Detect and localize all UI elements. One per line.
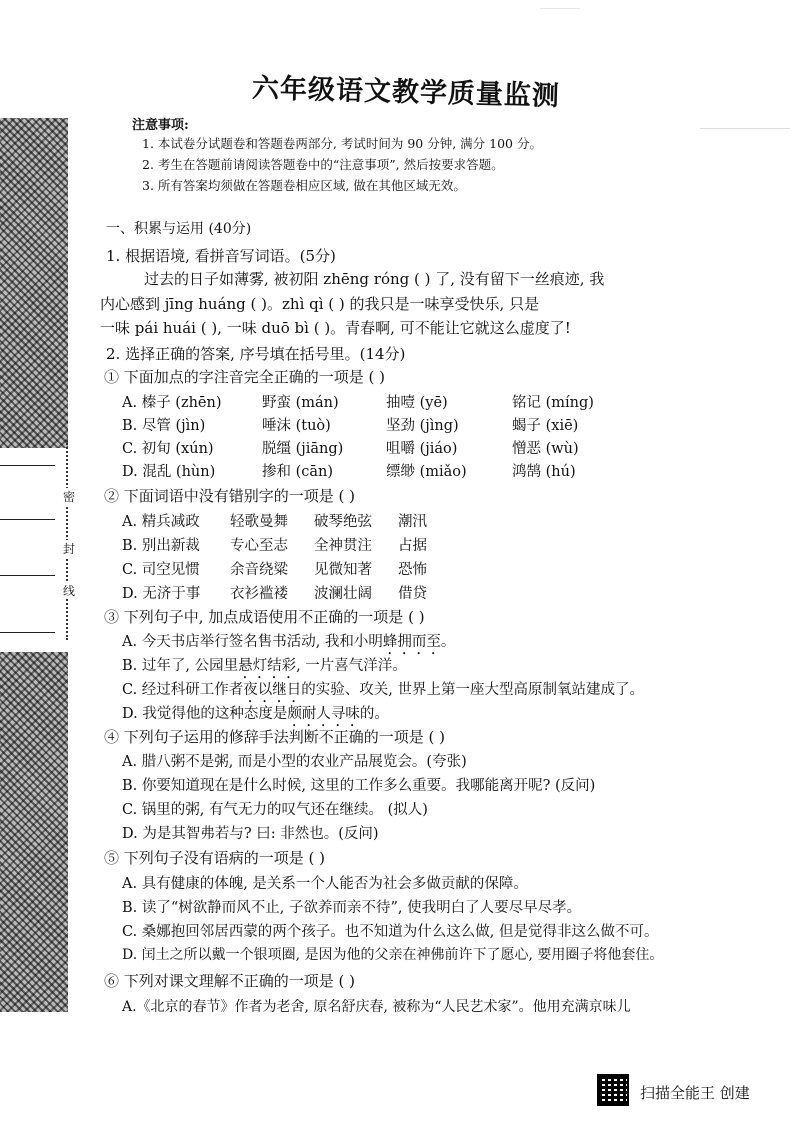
option-cell: 借贷	[398, 586, 427, 602]
emphasized-idiom: 颇耐人寻味	[287, 706, 360, 722]
option-cell: 全神贯注	[314, 538, 372, 554]
option-cell: 抽噎 (yē)	[386, 395, 448, 411]
binding-line	[0, 519, 55, 520]
seal-char: 密	[63, 490, 76, 504]
section-heading: 一、积累与运用 (40分)	[106, 221, 252, 237]
option-cell: 坚劲 (jìng)	[386, 418, 459, 434]
seal-char: 封	[63, 542, 76, 556]
option-cell: 轻歌曼舞	[230, 514, 288, 530]
option-cell: 衣衫褴褛	[230, 586, 288, 602]
notice-item: 3. 所有答案均须做在答题卷相应区域, 做在其他区域无效。	[142, 178, 466, 193]
option-cell: A. 榛子 (zhēn)	[122, 395, 222, 411]
option-cell: 铭记 (míng)	[512, 395, 594, 411]
option-cell: 鸿鹄 (hú)	[512, 464, 576, 480]
bleed-through-mark	[700, 128, 790, 129]
option-cell: A. 精兵减政	[122, 514, 200, 530]
option-cell: 见微知著	[314, 562, 372, 578]
question-stem: 1. 根据语境, 看拼音写词语。(5分)	[106, 247, 336, 265]
binding-line	[0, 465, 55, 466]
option-cell: 恐怖	[398, 562, 427, 578]
question-line: 过去的日子如薄雾, 被初阳 zhēng róng ( ) 了, 没有留下一丝痕迹, 我	[144, 270, 605, 288]
option-cell: B. 别出新裁	[122, 538, 200, 554]
subquestion-stem: ⑥ 下列对课文理解不正确的一项是 ( )	[104, 972, 356, 990]
option-sentence: A. 腊八粥不是粥, 而是小型的农业产品展览会。(夸张)	[122, 754, 467, 770]
option-text: 。	[440, 634, 456, 650]
question-line: 内心感到 jīng huáng ( )。zhì qì ( ) 的我只是一味享受快乐, 只是	[100, 295, 540, 313]
option-text: D. 我觉得他的这种态度是	[122, 706, 288, 722]
option-sentence: D. 为是其智弗若与? 曰: 非然也。(反问)	[122, 826, 379, 842]
option-cell: 余音绕粱	[230, 562, 288, 578]
option-cell: 波澜壮阔	[314, 586, 372, 602]
option-cell: 野蛮 (mán)	[262, 395, 339, 411]
option-cell: 潮汛	[398, 514, 427, 530]
notice-item: 1. 本试卷分试题卷和答题卷两部分, 考试时间为 90 分钟, 满分 100 分。	[142, 136, 542, 151]
option-text: A. 今天书店举行签名售书活动, 我和小明	[122, 634, 383, 650]
option-cell: 蝎子 (xiē)	[512, 418, 579, 434]
option-text: C. 经过科研工作者	[122, 682, 244, 698]
option-cell: 专心至志	[230, 538, 288, 554]
emphasized-idiom: 蜂拥而至	[382, 634, 441, 650]
subquestion-stem: ⑤ 下列句子没有语病的一项是 ( )	[104, 849, 326, 867]
page-title: 六年级语文教学质量监测	[251, 72, 561, 113]
option-sentence: C. 锅里的粥, 有气无力的叹气还在继续。 (拟人)	[122, 802, 428, 818]
option-sentence: B. 读了“树欲静而风不止, 子欲养而亲不待”, 使我明白了人要尽早尽孝。	[122, 900, 582, 916]
option-cell: 掺和 (cān)	[262, 464, 334, 480]
option-text: , 一片喜气洋洋。	[296, 658, 407, 674]
option-cell: D. 混乱 (hùn)	[122, 464, 216, 480]
subquestion-stem: ③ 下列句子中, 加点成语使用不正确的一项是 ( )	[104, 608, 425, 626]
option-text: B. 过年了, 公园里	[122, 658, 239, 674]
option-cell: 咀嚼 (jiáo)	[386, 441, 458, 457]
bleed-through-mark	[540, 8, 580, 9]
option-cell: 占据	[398, 538, 427, 554]
option-cell: 破琴绝弦	[314, 514, 372, 530]
binding-pattern-bottom	[0, 652, 68, 1012]
emphasized-idiom: 夜以继日	[243, 682, 302, 698]
option-sentence: A. 具有健康的体魄, 是关系一个人能否为社会多做贡献的保障。	[122, 876, 528, 892]
option-cell: D. 无济于事	[122, 586, 201, 602]
option-sentence: D. 闰土之所以戴一个银项圈, 是因为他的父亲在神佛前许下了愿心, 要用圈子将他套住。	[122, 947, 664, 963]
scanner-watermark: 扫描全能王 创建	[640, 1084, 750, 1102]
option-text: 的实验、攻关, 世界上第一座大型高原制氧站建成了。	[301, 682, 645, 698]
subquestion-stem: ① 下面加点的字注音完全正确的一项是 ( )	[104, 368, 386, 386]
option-cell: C. 初旬 (xún)	[122, 441, 214, 457]
option-cell: 缥缈 (miǎo)	[386, 464, 467, 480]
binding-pattern-top	[0, 118, 68, 448]
option-cell: 憎恶 (wù)	[512, 441, 579, 457]
option-cell: 唾沫 (tuò)	[262, 418, 331, 434]
option-sentence: B. 你要知道现在是什么时候, 这里的工作多么重要。我哪能离开呢? (反问)	[122, 778, 596, 794]
binding-line	[0, 632, 55, 633]
option-cell: C. 司空见惯	[122, 562, 200, 578]
option-text: 的。	[359, 706, 389, 722]
notice-heading: 注意事项:	[132, 118, 189, 133]
emphasized-idiom: 悬灯结彩	[238, 658, 297, 674]
option-sentence: C. 桑娜抱回邻居西蒙的两个孩子。也不知道为什么这么做, 但是觉得非这么做不可。	[122, 924, 659, 940]
notice-item: 2. 考生在答题前请阅读答题卷中的“注意事项”, 然后按要求答题。	[142, 157, 504, 172]
subquestion-stem: ④ 下列句子运用的修辞手法判断不正确的一项是 ( )	[104, 728, 446, 746]
option-cell: 脱缰 (jiāng)	[262, 441, 344, 457]
question-stem: 2. 选择正确的答案, 序号填在括号里。(14分)	[106, 345, 406, 363]
option-sentence: A.《北京的春节》作者为老舍, 原名舒庆春, 被称为“人民艺术家”。他用充满京味儿	[122, 999, 631, 1015]
binding-line	[0, 575, 55, 576]
question-line: 一味 pái huái ( ), 一味 duō bì ( )。青春啊, 可不能让它就这么虚度了!	[100, 319, 571, 337]
option-cell: B. 尽管 (jìn)	[122, 418, 206, 434]
seal-char: 线	[63, 584, 76, 598]
qr-code-icon	[597, 1074, 629, 1106]
subquestion-stem: ② 下面词语中没有错别字的一项是 ( )	[104, 487, 356, 505]
